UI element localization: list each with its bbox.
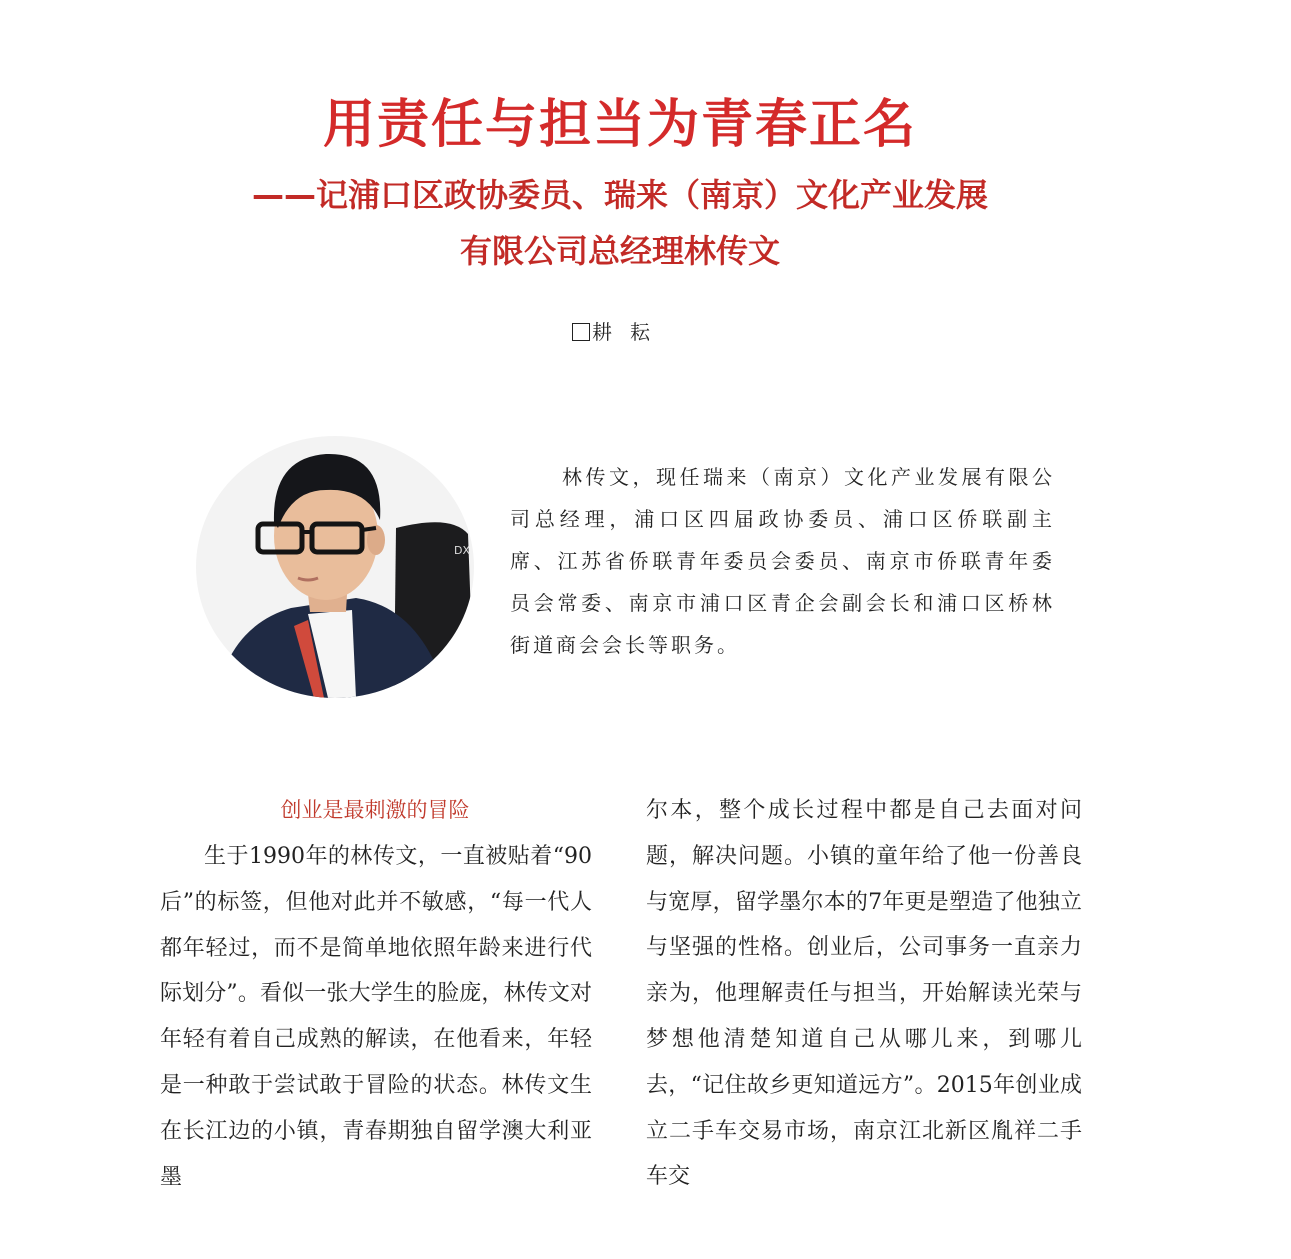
- chair-brand-text: DX: [454, 544, 471, 557]
- article-subtitle-line2: 有限公司总经理林传文: [459, 232, 780, 270]
- byline-box-icon: [572, 323, 590, 341]
- bio-paragraph: 林传文，现任瑞来（南京）文化产业发展有限公司总经理，浦口区四届政协委员、浦口区侨联副主席、江苏省侨联青年委员会委员、南京市侨联青年委员会常委、南京市浦口区青企会副会长和浦口区桥林街道商会会长等职务。: [510, 465, 1055, 657]
- body-column-2: 尔本，整个成长过程中都是自己去面对问题，解决问题。小镇的童年给了他一份善良与宽厚，留学墨尔本的7年更是塑造了他独立与坚强的性格。创业后，公司事务一直亲力亲为，他理解责任与担当，开始解读光荣与梦想他清楚知道自己从哪儿来，到哪儿去，“记住故乡更知道远方”。2015年创业成立二手车交易市场，南京江北新区胤祥二手车交: [646, 798, 1082, 1190]
- byline: [0, 316, 1240, 345]
- article-title: 用责任与担当为青春正名: [322, 95, 917, 155]
- portrait-photo: [196, 436, 474, 698]
- portrait-illustration: [196, 436, 474, 698]
- author-name: 耕耘: [592, 320, 668, 344]
- section-heading: 创业是最刺激的冒险: [280, 798, 470, 822]
- body-column-1: 生于1990年的林传文，一直被贴着“90后”的标签，但他对此并不敏感，“每一代人都年轻过，而不是简单地依照年龄来进行代际划分”。看似一张大学生的脸庞，林传文对年轻有着自己成熟的解读，在他看来，年轻是一种敢于尝试敢于冒险的状态。林传文生在长江边的小镇，青春期独自留学澳大利亚墨: [160, 844, 592, 1190]
- article-subtitle-line1: ——记浦口区政协委员、瑞来（南京）文化产业发展: [251, 176, 988, 214]
